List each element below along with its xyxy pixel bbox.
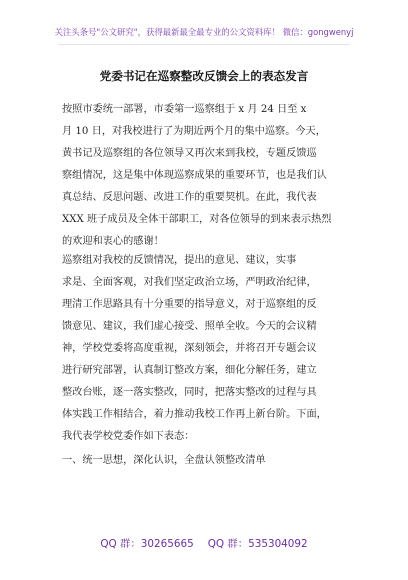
text-line: 进行研究部署，认真制订整改方案，细化分解任务，建立 — [62, 365, 317, 376]
text-line: 真总结、反思问题、改进工作的重要契机。在此，我代表 — [62, 192, 317, 203]
paragraph-feedback — [62, 250, 352, 448]
footer-qq-groups — [0, 535, 408, 550]
text-line: 我代表学校党委作如下表态： — [62, 431, 195, 442]
footer-qq-right: QQ 群：535304092 — [207, 538, 308, 550]
section-heading-1 — [62, 450, 352, 472]
paragraph-body — [62, 450, 352, 472]
footer-qq-left: QQ 群：30265665 — [100, 538, 194, 550]
text-line: 整改台账，逐一落实整改，同时，把落实整改的过程与具 — [62, 387, 317, 398]
text-line: XXX 班子成员及全体干部职工，对各位领导的到来表示热烈 — [62, 214, 332, 225]
text-line: 一、统一思想，深化认识，全盘认领整改清单 — [62, 455, 266, 466]
text-line: 按照市委统一部署，市委第一巡察组于 x 月 24 日至 x — [62, 104, 307, 115]
paragraph-body — [62, 99, 352, 253]
text-line: 月 10 日，对我校进行了为期近两个月的集中巡察。今天， — [62, 126, 326, 137]
text-line: 黄书记及巡察组的各位领导又再次来到我校，专题反馈巡 — [62, 148, 317, 159]
paragraph-body — [62, 250, 352, 448]
paragraph-intro — [62, 99, 352, 253]
header-promo-text: 关注头条号"公文研究"，获得最新最全最专业的公文资料库！ 微信：gongwenyj — [54, 27, 354, 37]
text-line: 神，学校党委将高度重视，深刻领会，并将召开专题会议 — [62, 343, 317, 354]
document-title: 党委书记在巡察整改反馈会上的表态发言 — [99, 69, 309, 83]
text-line: 体实践工作相结合，着力推动我校工作再上新台阶。下面， — [62, 409, 327, 420]
header-divider — [58, 44, 350, 45]
text-line: 巡察组对我校的反馈情况，提出的意见、建议，实事 — [62, 255, 297, 266]
text-line: 理清工作思路具有十分重要的指导意义，对于巡察组的反 — [62, 299, 317, 310]
text-line: 察组情况，这是集中体现巡察成果的重要环节，也是我们认 — [62, 170, 327, 181]
text-line: 馈意见、建议，我们虚心接受、照单全收。今天的会议精 — [62, 321, 317, 332]
text-line: 求是、全面客观，对我们坚定政治立场，严明政治纪律， — [62, 277, 317, 288]
text-line: 的欢迎和衷心的感谢！ — [62, 236, 164, 247]
